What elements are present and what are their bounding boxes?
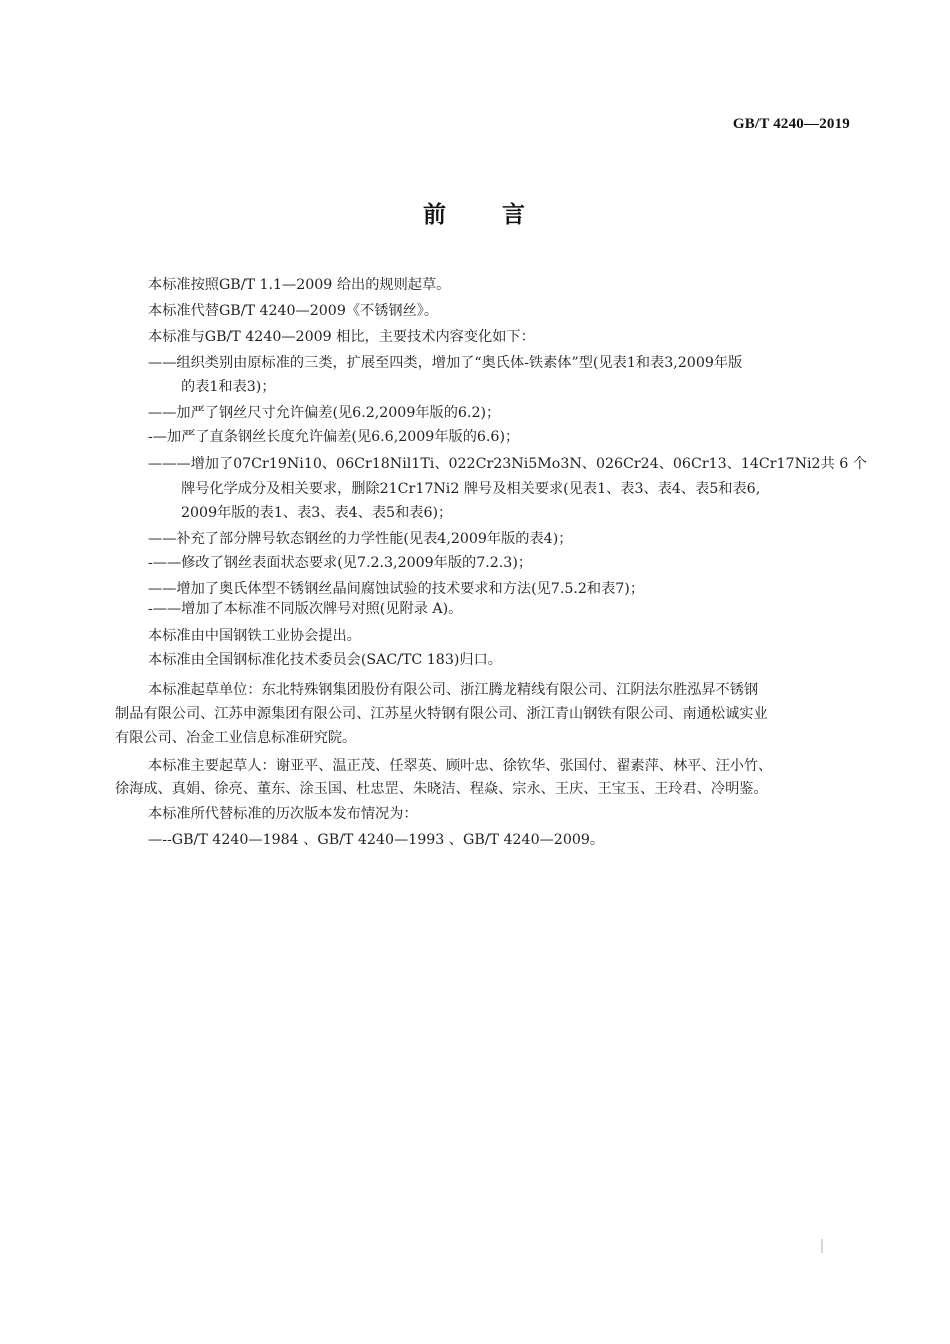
paragraph-replaces: 本标准代替GB/T 4240—2009《不锈钢丝》。 <box>148 303 439 319</box>
title-char-2: 言 <box>502 202 527 228</box>
paragraph-main-drafters: 本标准主要起草人：谢亚平、温正茂、任翠英、顾叶忠、徐钦华、张国付、翟素萍、林平、汪小竹、 <box>148 758 773 774</box>
paragraph-administered-by: 本标准由全国钢标准化技术委员会(SAC/TC 183)归口。 <box>148 652 502 668</box>
change-item-7: ——增加了奥氏体型不锈钢丝晶间腐蚀试验的技术要求和方法(见7.5.2和表7)； <box>148 581 645 597</box>
change-item-5: ——补充了部分牌号软态钢丝的力学性能(见表4,2009年版的表4)； <box>148 531 573 547</box>
page-title <box>0 196 950 229</box>
change-item-4-cont-2: 2009年版的表1、表3、表4、表5和表6)； <box>181 505 453 521</box>
change-item-3: -—加严了直条钢丝长度允许偏差(见6.6,2009年版的6.6)； <box>148 429 520 445</box>
paragraph-version-history: 本标准所代替标准的历次版本发布情况为： <box>148 806 418 822</box>
version-history-list: —--GB/T 4240—1984 、GB/T 4240—1993 、GB/T 4240—2009。 <box>148 832 605 848</box>
paragraph-main-drafters-cont: 徐海成、真娟、徐亮、董东、涂玉国、杜忠罡、朱晓洁、程焱、宗永、王庆、王宝玉、王玲君、冷明鉴。 <box>115 781 768 797</box>
paragraph-drafting-rules: 本标准按照GB/T 1.1—2009 给出的规则起草。 <box>148 277 451 293</box>
change-item-6: -——修改了钢丝表面状态要求(见7.2.3,2009年版的7.2.3)； <box>148 555 533 571</box>
change-item-1-cont: 的表1和表3)； <box>181 379 276 395</box>
change-item-2: ——加严了钢丝尺寸允许偏差(见6.2,2009年版的6.2)； <box>148 405 501 421</box>
paragraph-proposed-by: 本标准由中国钢铁工业协会提出。 <box>148 628 361 644</box>
title-char-1: 前 <box>423 202 448 228</box>
change-item-8: -——增加了本标准不同版次牌号对照(见附录 A)。 <box>148 601 463 617</box>
change-item-4: ———增加了07Cr19Ni10、06Cr18Nil1Ti、022Cr23Ni5Mo3N、026Cr24、06Cr13、14Cr17Ni2共 6 个 <box>148 456 867 472</box>
paragraph-drafting-units-cont-1: 制品有限公司、江苏申源集团有限公司、江苏星火特钢有限公司、浙江青山钢铁有限公司、南通松诚实业 <box>115 706 768 722</box>
page-edge-mark <box>821 1239 823 1253</box>
paragraph-drafting-units-cont-2: 有限公司、冶金工业信息标准研究院。 <box>115 730 357 746</box>
paragraph-drafting-units: 本标准起草单位：东北特殊钢集团股份有限公司、浙江腾龙精线有限公司、江阴法尔胜泓昇不锈钢 <box>148 682 759 698</box>
change-item-4-cont-1: 牌号化学成分及相关要求，删除21Cr17Ni2 牌号及相关要求(见表1、表3、表4、表5和表6, <box>181 481 761 497</box>
paragraph-changes-intro: 本标准与GB/T 4240—2009 相比，主要技术内容变化如下： <box>148 329 535 345</box>
change-item-1: ——组织类别由原标准的三类，扩展至四类，增加了“奥氏体-铁素体”型(见表1和表3,2009年版 <box>148 355 743 371</box>
standard-code: GB/T 4240—2019 <box>732 116 850 132</box>
